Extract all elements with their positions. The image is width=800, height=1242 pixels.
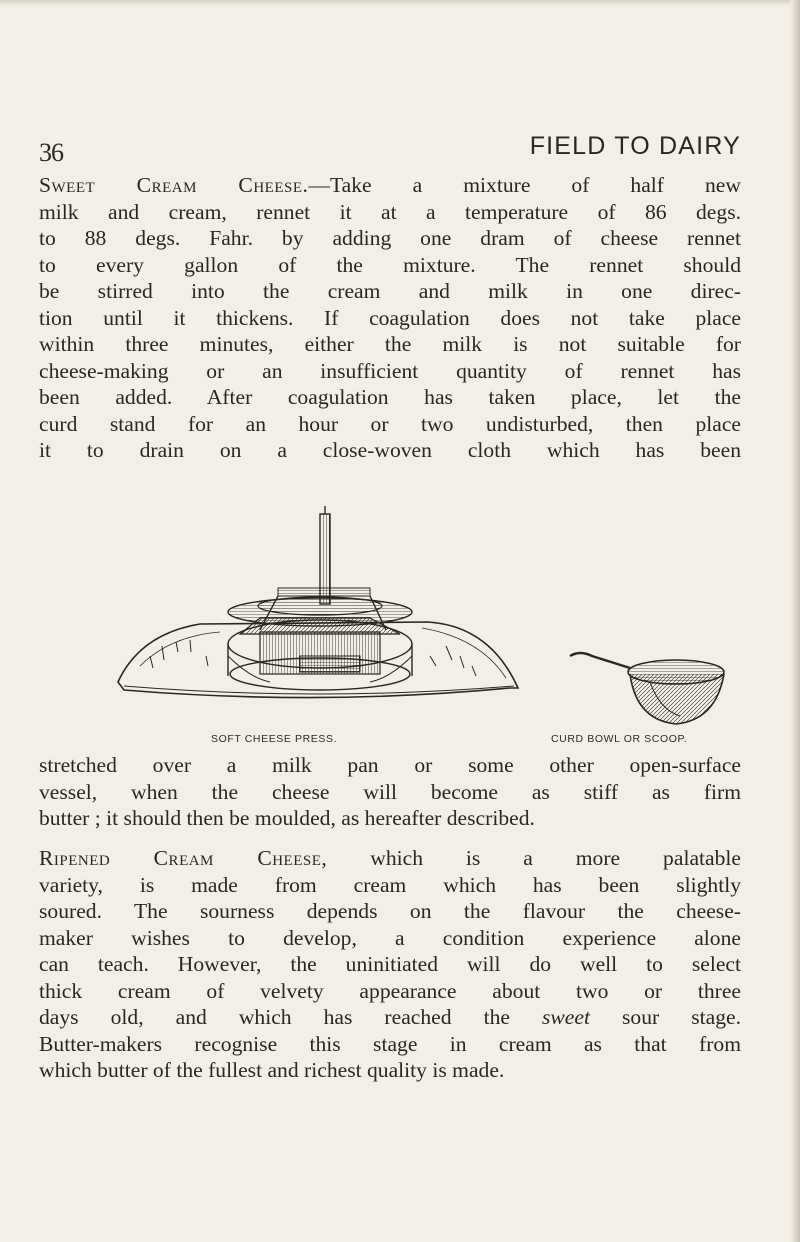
text-line: can teach. However, the uninitiated will do well to select <box>39 952 741 976</box>
running-title: FIELD TO DAIRY <box>529 132 741 160</box>
text-line: Ripened Cream Cheese, which is a more palatable <box>39 846 741 870</box>
text-line: soured. The sourness depends on the flavour the cheese- <box>39 899 741 923</box>
page-top-edge <box>0 0 800 6</box>
figure-caption-curd-bowl-or-scoop: CURD BOWL OR SCOOP. <box>551 733 688 745</box>
italic-word-sweet: sweet <box>542 1005 590 1029</box>
section-lead-sweet-cream-cheese: Sweet Cream Cheese. <box>39 173 309 197</box>
text-line: curd stand for an hour or two undisturbed, then place <box>39 411 741 436</box>
text-line: be stirred into the cream and milk in one direc- <box>39 279 741 303</box>
text-line: thick cream of velvety appearance about two or three <box>39 978 741 1003</box>
text-line: variety, is made from cream which has been slightly <box>39 872 741 897</box>
page-right-edge <box>790 0 800 1242</box>
text-line: milk and cream, rennet it at a temperature of 86 degs. <box>39 199 741 224</box>
text-line: Butter-makers recognise this stage in cream as that from <box>39 1031 741 1056</box>
text-line: to 88 degs. Fahr. by adding one dram of cheese rennet <box>39 226 741 250</box>
text-line: cheese-making or an insufficient quantity of rennet has <box>39 358 741 383</box>
figure-illustrations <box>110 506 750 746</box>
text-line: tion until it thickens. If coagulation does not take place <box>39 305 741 330</box>
text-line: stretched over a milk pan or some other open-surface <box>39 753 741 777</box>
figure-caption-soft-cheese-press: SOFT CHEESE PRESS. <box>211 733 338 745</box>
text-line: it to drain on a close-woven cloth which has been <box>39 438 741 462</box>
text-line: been added. After coagulation has taken place, let the <box>39 385 741 409</box>
paragraph-sweet-cream-cheese <box>39 172 741 464</box>
paragraph-continuation <box>39 752 741 832</box>
page-number: 36 <box>39 138 63 167</box>
text-line: days old, and which has reached the sweet sour stage. <box>39 1005 741 1029</box>
text-line: which butter of the fullest and richest quality is made. <box>39 1058 505 1082</box>
text-line: maker wishes to develop, a condition experience alone <box>39 925 741 950</box>
text-line: Sweet Cream Cheese.—Take a mixture of half new <box>39 173 741 197</box>
paragraph-ripened-cream-cheese <box>39 845 741 1084</box>
section-lead-ripened-cream-cheese: Ripened Cream Cheese, <box>39 846 328 870</box>
text-line: butter ; it should then be moulded, as hereafter described. <box>39 806 535 830</box>
soft-cheese-press-illustration <box>118 506 518 698</box>
text-line: within three minutes, either the milk is not suitable for <box>39 332 741 356</box>
page-header <box>39 132 741 172</box>
text-line: to every gallon of the mixture. The rennet should <box>39 252 741 277</box>
text-line: vessel, when the cheese will become as stiff as firm <box>39 779 741 804</box>
curd-bowl-or-scoop-illustration <box>570 653 724 724</box>
